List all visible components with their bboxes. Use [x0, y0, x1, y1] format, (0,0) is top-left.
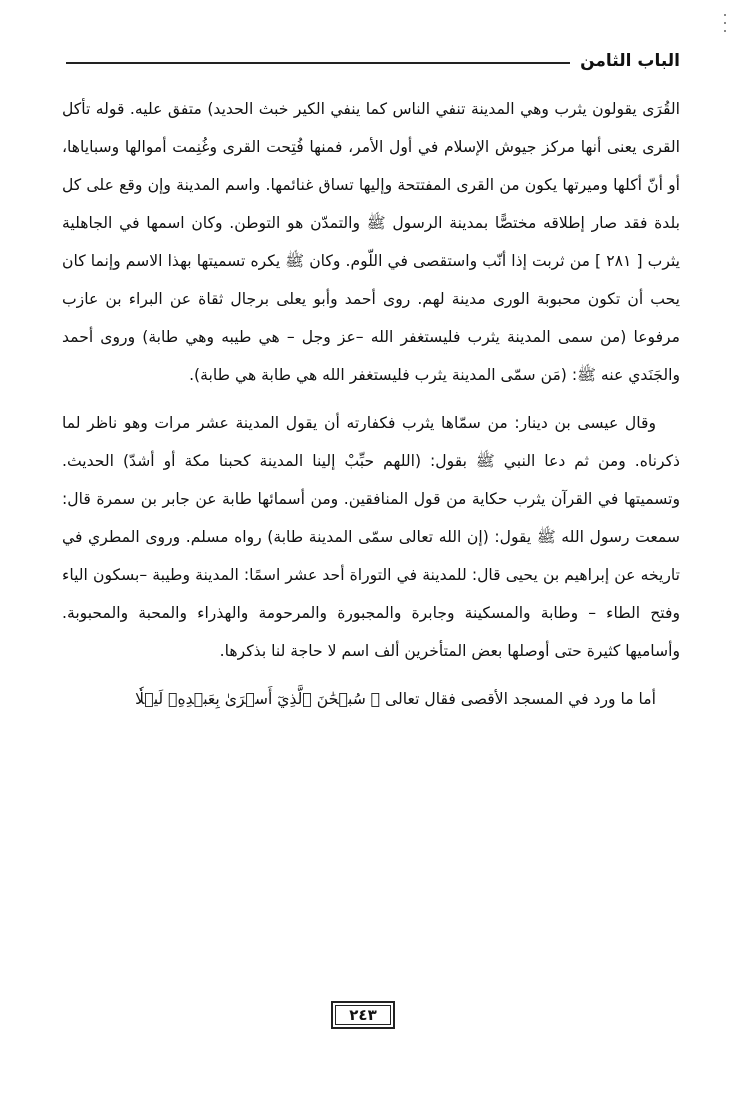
paragraph: أما ما ورد في المسجد الأقصى فقال تعالى ﴿ سُبۡحَٰنَ ٱلَّذِيٓ أَسۡرَىٰ بِعَبۡدِهِۦ لَيۡلٗا [135, 690, 656, 708]
running-header [66, 44, 680, 78]
paragraph: وقال عيسى بن دينار: من سمّاها يثرب فكفارته أن يقول المدينة عشر مرات وهو ناظر لما ذكرناه. ومن ثم دعا النبي ﷺ بقول: (اللهم حبِّبْ إلينا المدينة كحبنا مكة أو أشدّ) الحديث. وتسميتها في القرآن يثرب حكاية من قول المنافقين. ومن أسمائها طابة عن جابر بن سمرة قال: سمعت رسول الله ﷺ يقول: (إن الله تعالى سمّى المدينة طابة) رواه مسلم. وروى المطري في تاريخه عن إبراهيم بن يحيى قال: للمدينة في التوراة أحد عشر اسمًا: المدينة وطيبة –بسكون الياء وفتح الطاء – وطابة والمسكينة وجابرة والمجبورة والمرحومة والهذراء والمحبة والمحبوبة. وأساميها كثيرة حتى أوصلها بعض المتأخرين ألف اسم لا حاجة لنا بذكرها. [62, 414, 680, 660]
chapter-title: الباب الثامن [580, 51, 680, 71]
paragraph: القُرَى يقولون يثرب وهي المدينة تنفي الناس كما ينفي الكير خبث الحديد) متفق عليه. قوله تأكل القرى يعنى أنها مركز جيوش الإسلام في أول الأمر، فمنها فُتِحت القرى وغُنِمت أموالها وسباياها، أو أنّ أكلها وميرتها يكون من القرى المفتتحة وإليها تساق غنائمها. واسم المدينة وإن وقع على كل بلدة فقد صار إطلاقه مختصًّا بمدينة الرسول ﷺ والتمدّن هو التوطن. وكان اسمها في الجاهلية يثرب [ ٢٨١ ] من ثربت إذا أنّب واستقصى في اللّوم. وكان ﷺ يكره تسميتها بهذا الاسم وإنما كان يحب أن تكون محبوبة الورى مدينة لهم. روى أحمد وأبو يعلى برجال ثقاة عن البراء بن عازب مرفوعا (من سمى المدينة يثرب فليستغفر الله –عز وجل – هي طيبه وهي طابة) وروى أحمد والجَنَدي عنه ﷺ: (مَن سمّى المدينة يثرب فليستغفر الله هي طابة هي طابة). [62, 100, 680, 384]
header-rule [66, 62, 570, 64]
page-number: ٢٤٣ [331, 1001, 395, 1029]
body-text [62, 90, 680, 728]
margin-marks [722, 14, 728, 32]
